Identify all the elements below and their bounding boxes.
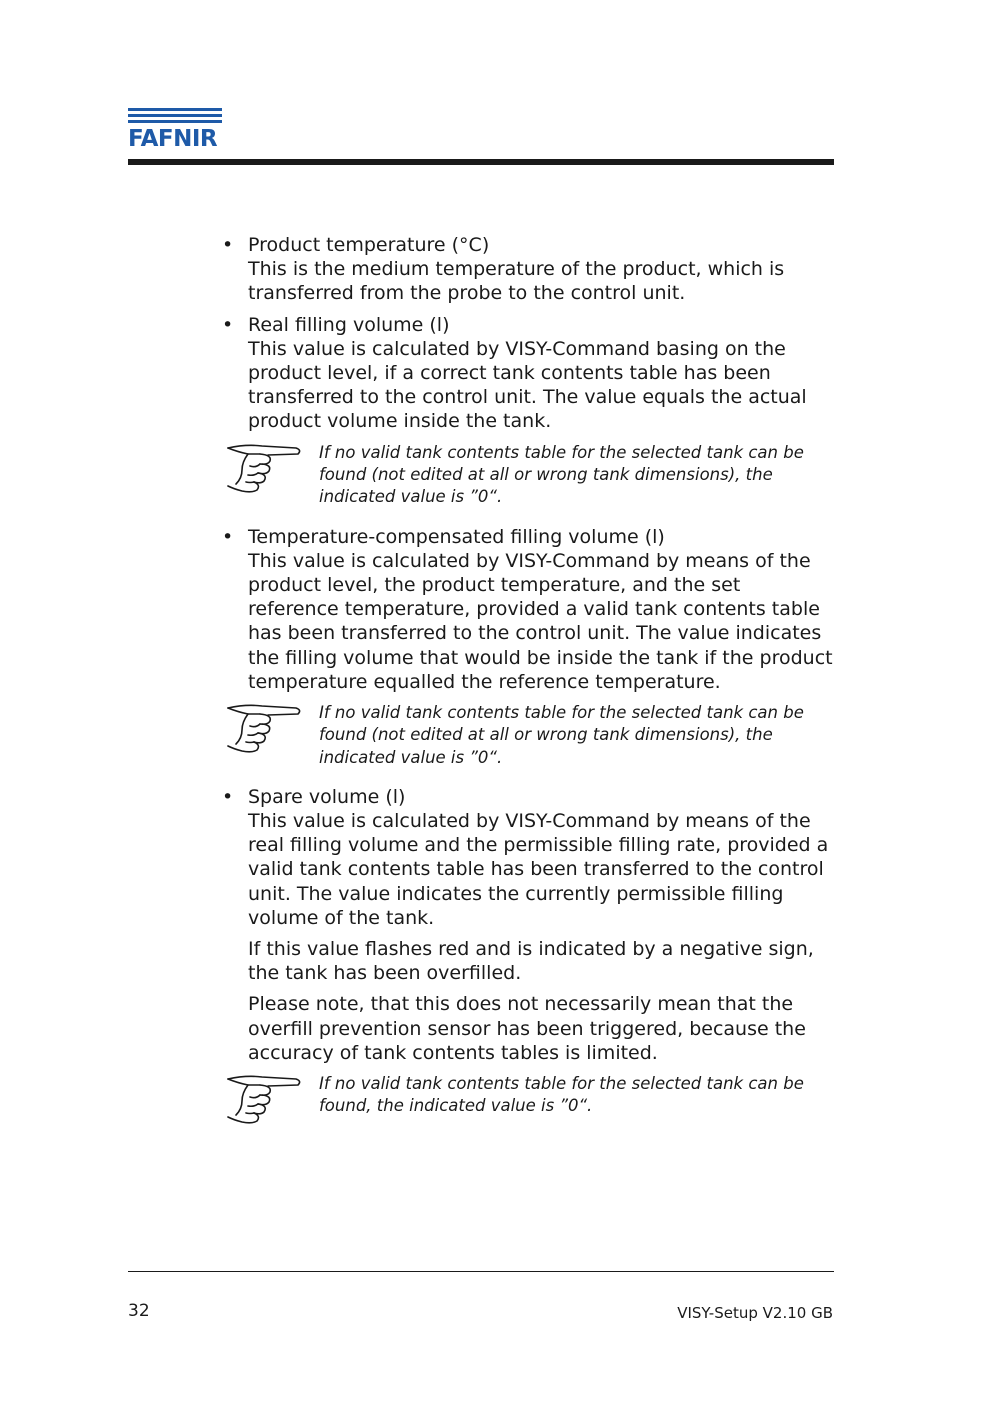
note-box: [222, 1073, 837, 1131]
logo-text: FAFNIR: [128, 126, 218, 152]
list-item: [222, 525, 837, 694]
pointing-hand-icon: [226, 442, 304, 494]
item-text: This value is calculated by VISY-Command basing on the product level, if a correct tank contents table has been transferred to the control unit. The value equals the actual product volume inside the tank.: [248, 337, 807, 433]
item-paragraph: If this value flashes red and is indicated by a negative sign, the tank has been overfilled.: [248, 938, 814, 985]
logo-stripe: [128, 114, 222, 117]
note-text: If no valid tank contents table for the selected tank can be found, the indicated value is ”0“.: [319, 1074, 804, 1116]
bullet-dot: •: [222, 234, 234, 256]
item-title: Temperature-compensated filling volume (l): [248, 525, 665, 548]
header-rule: [128, 159, 834, 165]
bullet-dot: •: [222, 313, 234, 336]
note-text: If no valid tank contents table for the selected tank can be found (not edited at all or wrong tank dimensions), the indicated value is ”0“.: [319, 442, 804, 507]
page-number: 32: [128, 1301, 150, 1321]
main-content: [222, 233, 837, 1147]
item-paragraph: Please note, that this does not necessarily mean that the overfill prevention sensor has been triggered, because the accuracy of tank contents tables is limited.: [248, 993, 806, 1064]
pointing-hand-icon: [226, 702, 304, 754]
footer-rule: [128, 1271, 834, 1272]
item-text: This is the medium temperature of the product, which is transferred from the probe to the control unit.: [248, 258, 785, 305]
logo-stripe: [128, 120, 222, 123]
bullet-dot: •: [222, 525, 234, 548]
item-title: Real filling volume (l): [248, 313, 450, 336]
note-box: [222, 702, 837, 769]
note-box: [222, 442, 837, 509]
item-text: This value is calculated by VISY-Command by means of the real filling volume and the permissible filling rate, provided a valid tank contents table has been transferred to the control unit. The value indicates the currently permissible filling volume of the tank.: [248, 810, 829, 929]
note-text: If no valid tank contents table for the selected tank can be found (not edited at all or wrong tank dimensions), the indicated value is ”0“.: [319, 702, 804, 767]
list-item: [222, 233, 837, 306]
fafnir-logo: [128, 108, 224, 152]
list-item: [222, 785, 837, 1065]
item-title: Spare volume (l): [248, 785, 406, 808]
item-title: Product temperature (°C): [248, 234, 490, 256]
bullet-dot: •: [222, 785, 234, 808]
pointing-hand-icon: [226, 1073, 304, 1125]
logo-stripe: [128, 108, 222, 111]
item-text: This value is calculated by VISY-Command by means of the product level, the product temperature, and the set reference temperature, provided a valid tank contents table has been transferred to the control unit. The value indicates the filling volume that would be inside the tank if the product temperature equalled the reference temperature.: [248, 549, 833, 693]
document-id: VISY-Setup V2.10 GB: [677, 1304, 833, 1322]
list-item: [222, 313, 837, 434]
